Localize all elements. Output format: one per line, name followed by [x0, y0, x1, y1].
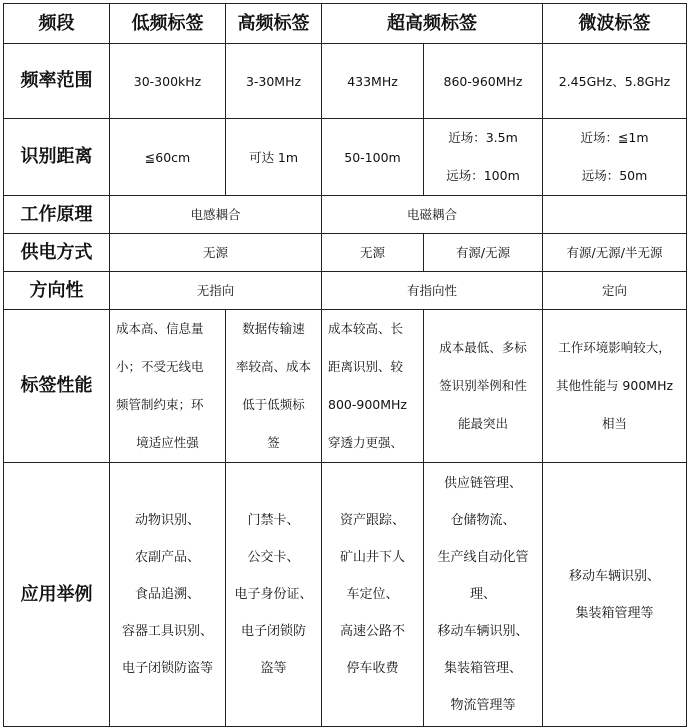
text-line: 农副产品、: [134, 550, 200, 565]
row-label-applications: 应用举例: [4, 463, 110, 727]
text-line: 食品追溯、: [134, 587, 200, 602]
text-line: 停车收费: [346, 661, 399, 676]
cell-perf-micro: [543, 310, 687, 463]
text-line: 数据传输速: [242, 321, 305, 336]
row-label-frequency: 频率范围: [4, 44, 110, 119]
text-line: 仓储物流、: [450, 513, 516, 528]
text-line: 公交卡、: [247, 550, 300, 565]
row-distance: [4, 119, 687, 196]
text-line: 集装箱管理、: [443, 661, 522, 676]
cell-freq-uhf2: 860-960MHz: [424, 44, 543, 119]
text-line: 近场：3.5m: [448, 130, 518, 145]
text-line: 800-900MHz: [328, 397, 407, 412]
header-microwave: 微波标签: [543, 4, 687, 44]
cell-apps-uhf1: [322, 463, 424, 727]
cell-perf-high: [226, 310, 322, 463]
cell-apps-uhf2: [424, 463, 543, 727]
text-line: 能最突出: [457, 416, 508, 431]
row-label-direction: 方向性: [4, 272, 110, 310]
text-line: 高速公路不: [339, 624, 405, 639]
cell-direction-micro: 定向: [543, 272, 687, 310]
rfid-comparison-table: [3, 3, 687, 727]
cell-direction-uhf: 有指向性: [322, 272, 543, 310]
text-line: 成本最低、多标: [439, 340, 527, 355]
text-line: 车定位、: [346, 587, 399, 602]
text-line: 成本较高、长: [328, 321, 404, 336]
row-label-power: 供电方式: [4, 234, 110, 272]
text-line: 低于低频标: [242, 397, 305, 412]
cell-direction-lowhigh: 无指向: [110, 272, 322, 310]
cell-freq-uhf1: 433MHz: [322, 44, 424, 119]
text-line: 生产线自动化管: [437, 550, 529, 565]
text-line: 物流管理等: [450, 698, 516, 713]
text-line: 动物识别、: [134, 513, 200, 528]
cell-apps-low: [110, 463, 226, 727]
text-line: 移动车辆识别、: [568, 568, 660, 584]
cell-dist-low: ≦60cm: [110, 119, 226, 196]
cell-perf-low: [110, 310, 226, 463]
text-line: 电子身份证、: [234, 587, 313, 602]
cell-dist-micro: [543, 119, 687, 196]
cell-power-micro: 有源/无源/半无源: [543, 234, 687, 272]
row-frequency: [4, 44, 687, 119]
cell-dist-high: 可达 1m: [226, 119, 322, 196]
cell-perf-uhf2: [424, 310, 543, 463]
cell-principle-micro: [543, 196, 687, 234]
text-line: 签识别举例和性: [439, 378, 527, 393]
cell-freq-low: 30-300kHz: [110, 44, 226, 119]
text-line: 距离识别、较: [328, 359, 404, 374]
text-line: 近场：≦1m: [580, 130, 649, 145]
cell-apps-micro: [543, 463, 687, 727]
cell-power-lowhigh: 无源: [110, 234, 322, 272]
text-line: 电子闭锁防盗等: [121, 661, 213, 676]
text-line: 工作环境影响较大，: [558, 340, 671, 355]
row-power: [4, 234, 687, 272]
row-label-principle: 工作原理: [4, 196, 110, 234]
text-line: 穿透力更强、: [328, 435, 404, 450]
text-line: 电子闭锁防: [240, 624, 306, 639]
text-line: 率较高、成本: [235, 359, 311, 374]
cell-power-uhf1: 无源: [322, 234, 424, 272]
text-line: 相当: [601, 416, 627, 431]
row-principle: [4, 196, 687, 234]
text-line: 集装箱管理等: [575, 605, 654, 621]
cell-power-uhf2: 有源/无源: [424, 234, 543, 272]
cell-freq-high: 3-30MHz: [226, 44, 322, 119]
text-line: 频管制约束；环: [116, 397, 204, 412]
row-label-performance: 标签性能: [4, 310, 110, 463]
text-line: 签: [267, 435, 280, 450]
text-line: 容器工具识别、: [121, 624, 213, 639]
header-row: [4, 4, 687, 44]
row-performance: [4, 310, 687, 463]
row-direction: [4, 272, 687, 310]
text-line: 门禁卡、: [247, 513, 300, 528]
header-band: 频段: [4, 4, 110, 44]
cell-perf-uhf1: [322, 310, 424, 463]
cell-principle-uhf: 电磁耦合: [322, 196, 543, 234]
cell-apps-high: [226, 463, 322, 727]
text-line: 理、: [469, 587, 496, 602]
text-line: 远场：50m: [581, 168, 648, 183]
row-label-distance: 识别距离: [4, 119, 110, 196]
cell-freq-micro: 2.45GHz、5.8GHz: [543, 44, 687, 119]
text-line: 盗等: [260, 661, 287, 676]
header-high-frequency: 高频标签: [226, 4, 322, 44]
header-uhf: 超高频标签: [322, 4, 543, 44]
text-line: 境适应性强: [136, 435, 199, 450]
text-line: 其他性能与 900MHz: [555, 378, 674, 393]
header-low-frequency: 低频标签: [110, 4, 226, 44]
text-line: 资产跟踪、: [339, 513, 405, 528]
text-line: 远场：100m: [446, 168, 520, 183]
text-line: 矿山井下人: [339, 550, 405, 565]
cell-dist-uhf1: 50-100m: [322, 119, 424, 196]
text-line: 成本高、信息量: [116, 321, 204, 336]
cell-principle-lowhigh: 电感耦合: [110, 196, 322, 234]
text-line: 供应链管理、: [443, 476, 522, 491]
text-line: 移动车辆识别、: [437, 624, 529, 639]
row-applications: [4, 463, 687, 727]
text-line: 小；不受无线电: [116, 359, 204, 374]
cell-dist-uhf2: [424, 119, 543, 196]
